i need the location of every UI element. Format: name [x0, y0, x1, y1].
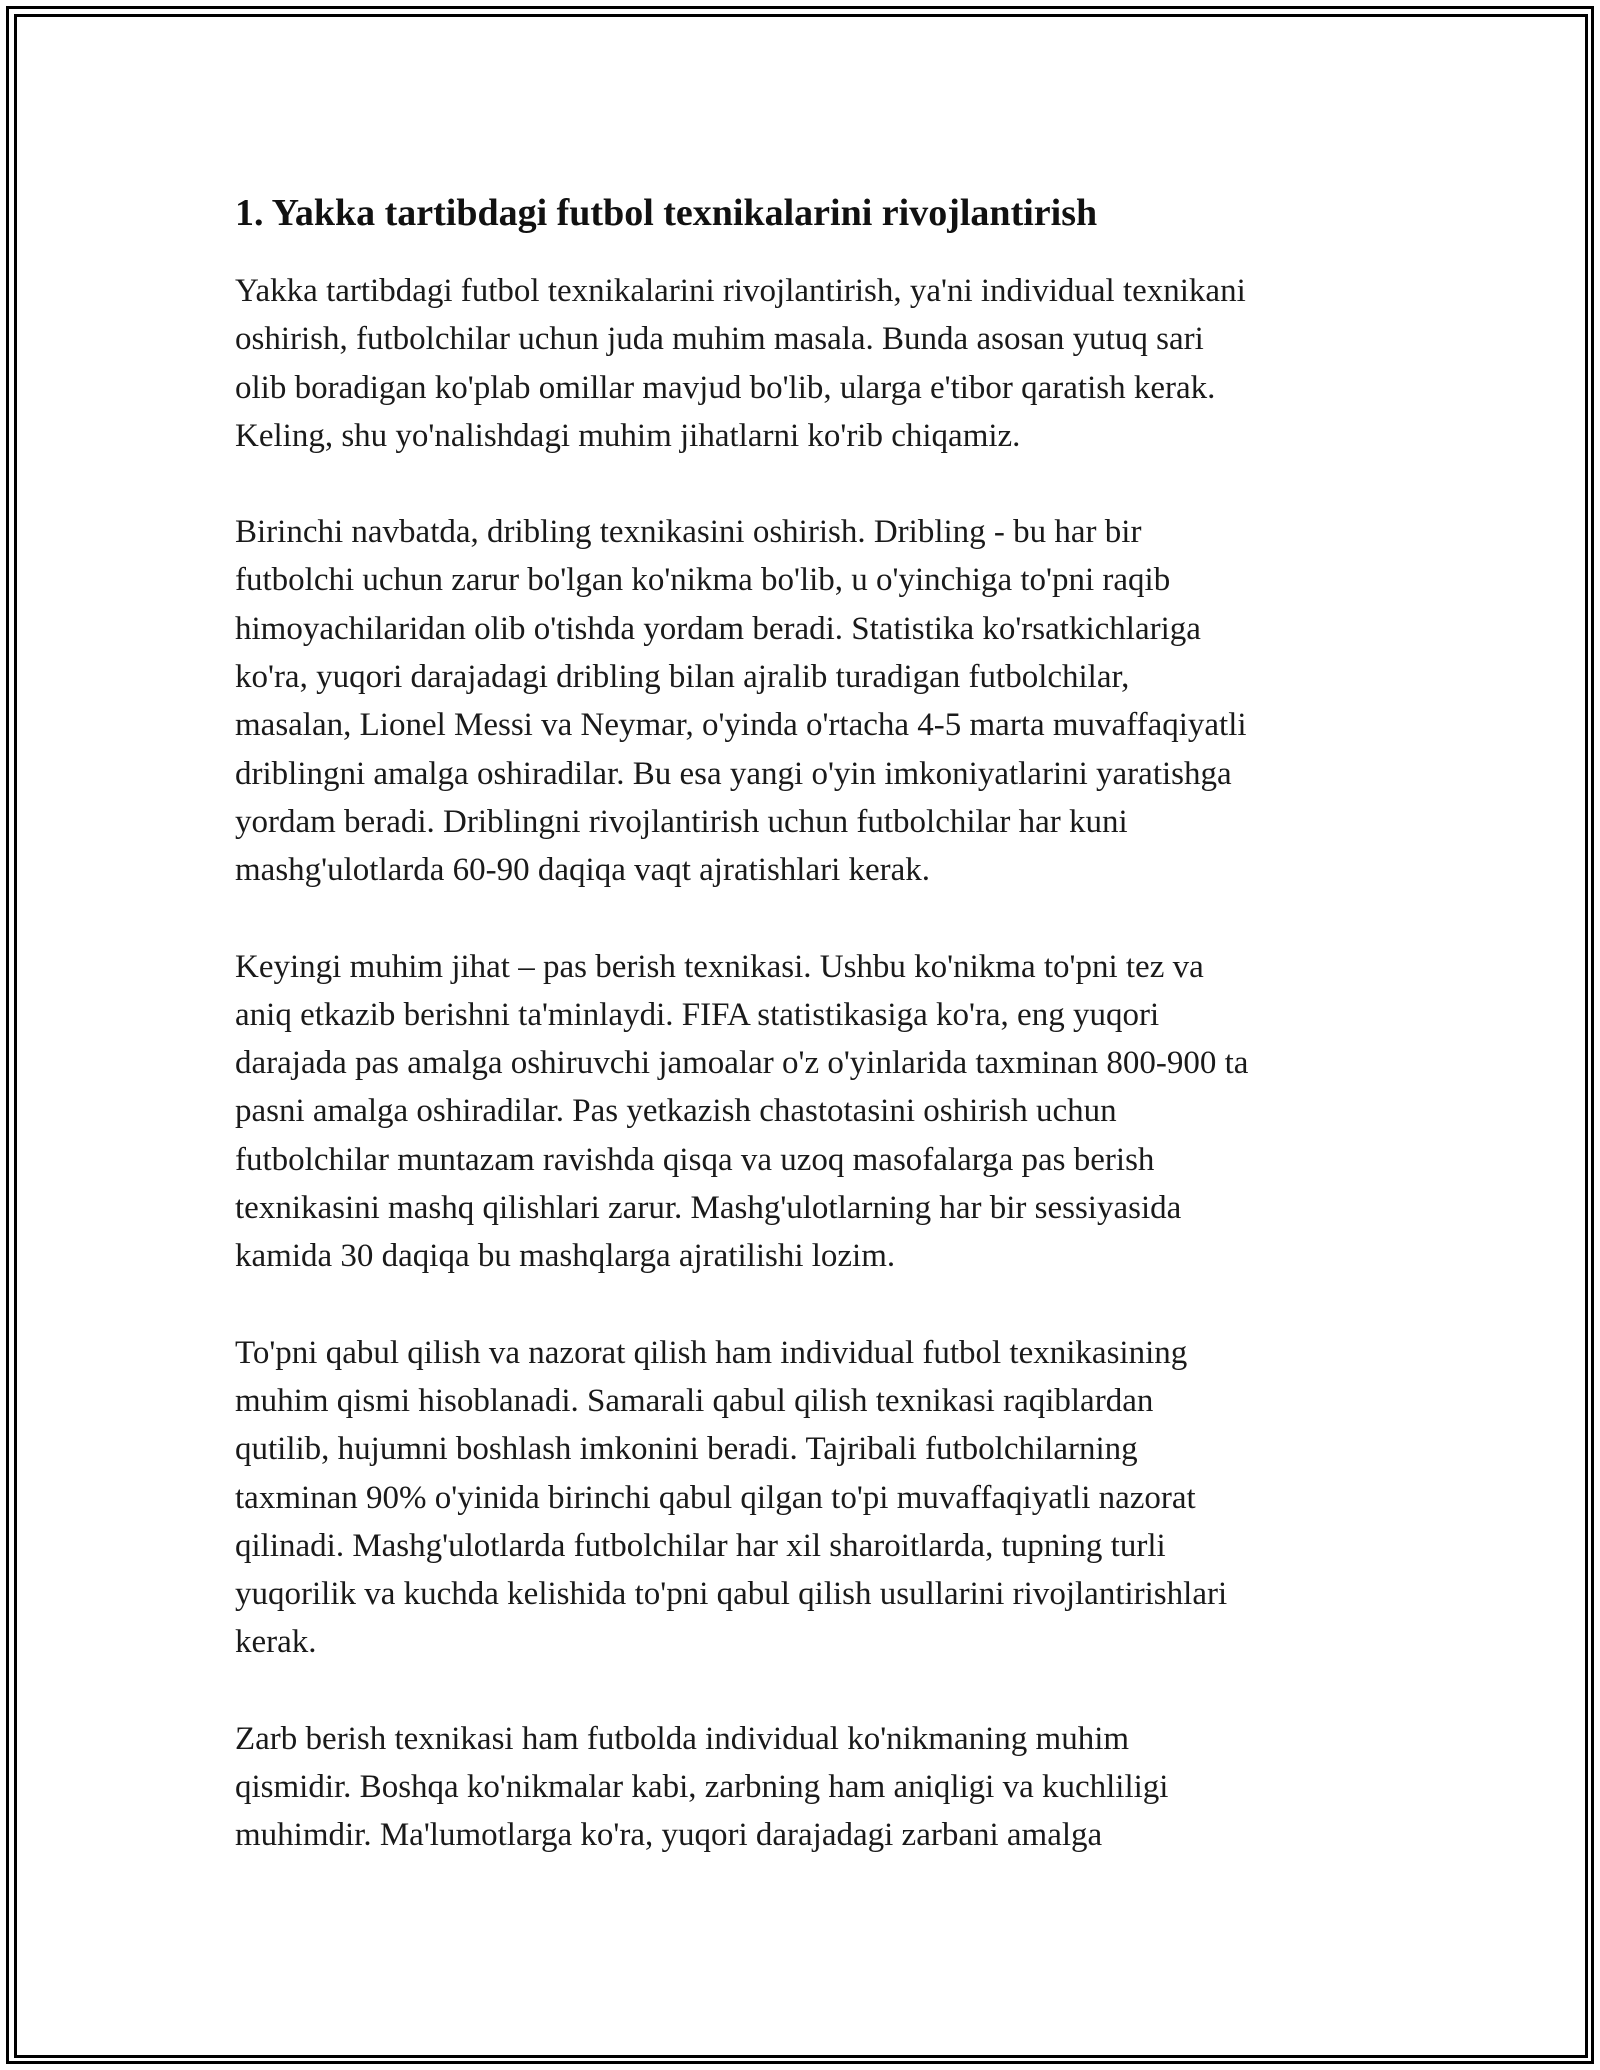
paragraph-line: Keyingi muhim jihat – pas berish texnikasi. Ushbu ko'nikma to'pni tez va: [235, 948, 1204, 985]
paragraph-line: kamida 30 daqiqa bu mashqlarga ajratilishi lozim.: [235, 1238, 896, 1275]
paragraph-line: taxminan 90% o'yinida birinchi qabul qilgan to'pi muvaffaqiyatli nazorat: [235, 1479, 1196, 1516]
paragraph-line: pasni amalga oshiradilar. Pas yetkazish chastotasini oshirish uchun: [235, 1093, 1117, 1130]
paragraph-line: darajada pas amalga oshiruvchi jamoalar o'z o'yinlarida taxminan 800-900 ta: [235, 1045, 1249, 1082]
paragraph-line: qutilib, hujumni boshlash imkonini beradi. Tajribali futbolchilarning: [235, 1431, 1138, 1468]
paragraph-intro: [235, 267, 1375, 460]
paragraph-line: qismidir. Boshqa ko'nikmalar kabi, zarbning ham aniqligi va kuchliligi: [235, 1769, 1169, 1806]
paragraph-line: aniq etkazib berishni ta'minlaydi. FIFA statistikasiga ko'ra, eng yuqori: [235, 996, 1160, 1033]
paragraph-line: futbolchilar muntazam ravishda qisqa va uzoq masofalarga pas berish: [235, 1141, 1155, 1178]
paragraph-line: texnikasini mashq qilishlari zarur. Mashg'ulotlarning har bir sessiyasida: [235, 1190, 1182, 1227]
paragraph-line: masalan, Lionel Messi va Neymar, o'yinda o'rtacha 4-5 marta muvaffaqiyatli: [235, 707, 1247, 744]
paragraph-shooting: [235, 1715, 1375, 1860]
paragraph-ball-control: [235, 1329, 1375, 1667]
paragraph-line: Yakka tartibdagi futbol texnikalarini rivojlantirish, ya'ni individual texnikani: [235, 273, 1246, 309]
paragraph-line: muhim qismi hisoblanadi. Samarali qabul qilish texnikasi raqiblardan: [235, 1382, 1154, 1419]
paragraph-line: yuqorilik va kuchda kelishida to'pni qabul qilish usullarini rivojlantirishlari: [235, 1576, 1228, 1613]
document-body: [235, 185, 1375, 1908]
paragraph-line: ko'ra, yuqori darajadagi dribling bilan ajralib turadigan futbolchilar,: [235, 659, 1130, 696]
paragraph-line: Birinchi navbatda, dribling texnikasini oshirish. Dribling - bu har bir: [235, 514, 1142, 551]
paragraph-line: driblingni amalga oshiradilar. Bu esa yangi o'yin imkoniyatlarini yaratishga: [235, 755, 1232, 792]
paragraph-line: olib boradigan ko'plab omillar mavjud bo'lib, ularga e'tibor qaratish kerak.: [235, 369, 1216, 406]
paragraph-line: Zarb berish texnikasi ham futbolda individual ko'nikmaning muhim: [235, 1720, 1130, 1757]
document-title: 1. Yakka tartibdagi futbol texnikalarini rivojlantirish: [235, 192, 1098, 234]
paragraph-line: kerak.: [235, 1624, 317, 1661]
paragraph-line: himoyachilaridan olib o'tishda yordam beradi. Statistika ko'rsatkichlariga: [235, 610, 1201, 647]
paragraph-line: mashg'ulotlarda 60-90 daqiqa vaqt ajratishlari kerak.: [235, 852, 931, 889]
paragraph-line: yordam beradi. Driblingni rivojlantirish uchun futbolchilar har kuni: [235, 803, 1128, 840]
paragraph-passing: [235, 943, 1375, 1281]
paragraph-line: To'pni qabul qilish va nazorat qilish ham individual futbol texnikasining: [235, 1334, 1188, 1371]
paragraph-line: oshirish, futbolchilar uchun juda muhim masala. Bunda asosan yutuq sari: [235, 321, 1204, 358]
paragraph-dribbling: [235, 508, 1375, 894]
paragraph-line: muhimdir. Ma'lumotlarga ko'ra, yuqori darajadagi zarbani amalga: [235, 1817, 1103, 1854]
paragraph-line: qilinadi. Mashg'ulotlarda futbolchilar har xil sharoitlarda, tupning turli: [235, 1527, 1166, 1564]
paragraph-line: Keling, shu yo'nalishdagi muhim jihatlarni ko'rib chiqamiz.: [235, 417, 1021, 454]
paragraph-line: futbolchi uchun zarur bo'lgan ko'nikma bo'lib, u o'yinchiga to'pni raqib: [235, 562, 1171, 599]
